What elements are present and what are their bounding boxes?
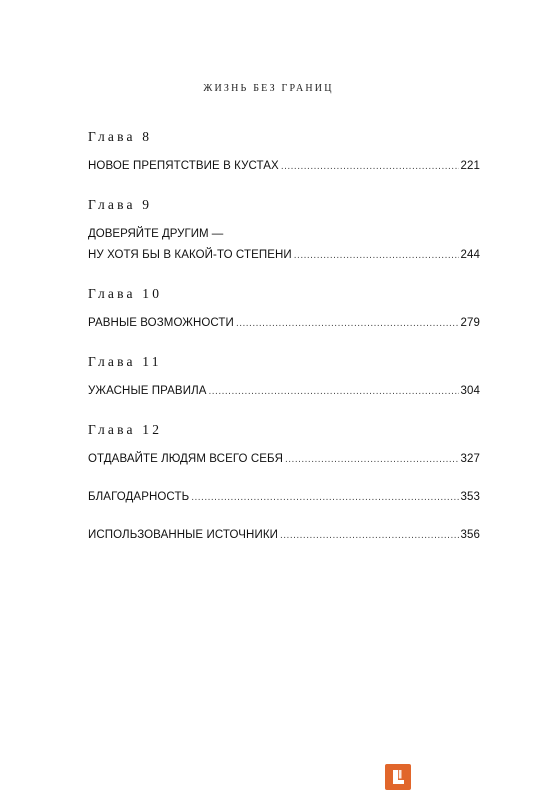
toc-entry [88,451,480,467]
toc-entry [88,527,480,543]
entry-title: ИСПОЛЬЗОВАННЫЕ ИСТОЧНИКИ [88,529,278,541]
entry-page-number: 244 [460,249,480,261]
toc-sources [88,527,480,543]
toc-acknowledgements [88,489,480,505]
entry-title: НОВОЕ ПРЕПЯТСТВИЕ В КУСТАХ [88,160,279,172]
toc-chapter-11 [88,353,480,399]
entry-title: РАВНЫЕ ВОЗМОЖНОСТИ [88,317,234,329]
dot-leader [285,452,459,468]
entry-page-number: 304 [460,385,480,397]
entry-title: НУ ХОТЯ БЫ В КАКОЙ-ТО СТЕПЕНИ [88,249,292,261]
dot-leader [281,159,459,175]
toc-entry [88,315,480,331]
chapter-heading: Глава 9 [88,197,153,212]
entry-page-number: 279 [460,317,480,329]
toc-entry [88,383,480,399]
table-of-contents [88,128,480,565]
entry-title: ОТДАВАЙТЕ ЛЮДЯМ ВСЕГО СЕБЯ [88,453,283,465]
dot-leader [209,384,459,400]
labirint-l-glyph-icon [389,768,407,786]
chapter-heading: Глава 12 [88,422,163,437]
entry-page-number: 353 [460,491,480,503]
chapter-heading: Глава 11 [88,354,162,369]
toc-chapter-10 [88,285,480,331]
toc-chapter-8 [88,128,480,174]
toc-chapter-9 [88,196,480,263]
running-head: ЖИЗНЬ БЕЗ ГРАНИЦ [203,83,334,94]
dot-leader [191,490,458,506]
dot-leader [236,316,459,332]
dot-leader [294,248,459,264]
entry-page-number: 221 [460,160,480,172]
toc-entry [88,247,480,263]
entry-title: БЛАГОДАРНОСТЬ [88,491,190,503]
entry-page-number: 356 [460,529,480,541]
toc-entry [88,158,480,174]
entry-title: УЖАСНЫЕ ПРАВИЛА [88,385,207,397]
dot-leader [280,528,459,544]
chapter-heading: Глава 8 [88,129,153,144]
entry-title-line1: ДОВЕРЯЙТЕ ДРУГИМ — [88,228,224,240]
entry-page-number: 327 [460,453,480,465]
toc-entry [88,489,480,505]
chapter-heading: Глава 10 [88,286,163,301]
toc-chapter-12 [88,421,480,467]
labirint-logo-icon [385,764,411,790]
